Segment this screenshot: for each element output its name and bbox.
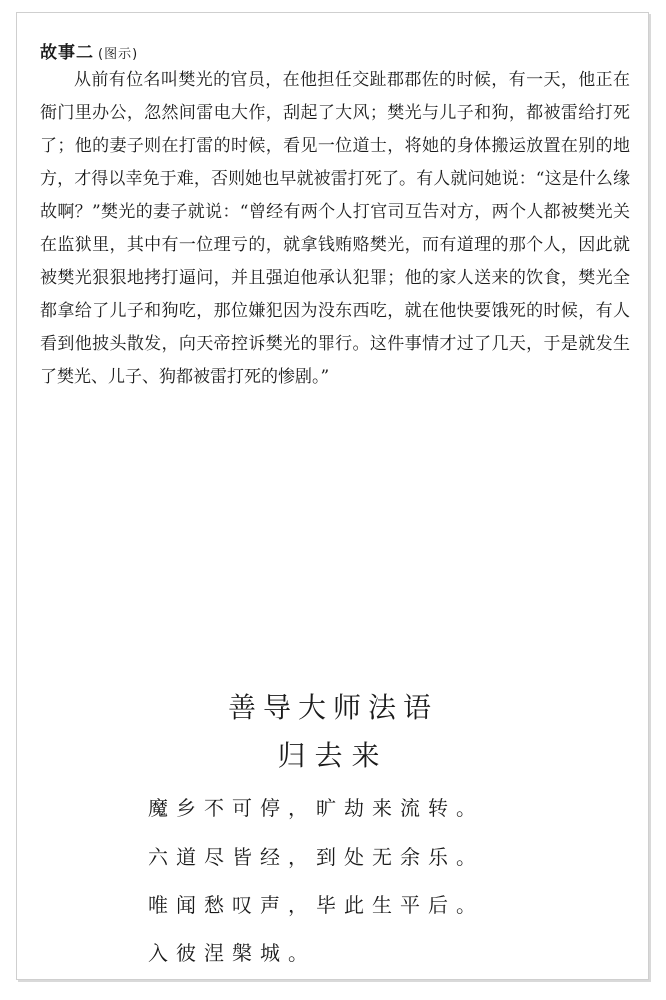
dharma-title: 善导大师法语 bbox=[227, 691, 438, 724]
verse-line: 入彼涅槃城。 bbox=[148, 941, 316, 965]
verse-line: 六道尽皆经，到处无余乐。 bbox=[148, 845, 484, 869]
story-heading bbox=[40, 38, 138, 63]
dharma-subtitle: 归去来 bbox=[277, 739, 389, 772]
story-heading-note: (图示) bbox=[98, 47, 139, 62]
story-body: 从前有位名叫樊光的官员，在他担任交趾郡郡佐的时候，有一天，他正在衙门里办公，忽然间雷电大作，刮起了大风；樊光与儿子和狗，都被雷给打死了；他的妻子则在打雷的时候，看见一位道士，将她的身体搬运放置在别的地方，才得以幸免于难，否则她也早就被雷打死了。有人就问她说：“这是什么缘故啊？”樊光的妻子就说：“曾经有两个人打官司互告对方，两个人都被樊光关在监狱里，其中有一位理亏的，就拿钱贿赂樊光，而有道理的那个人，因此就被樊光狠狠地拷打逼问，并且强迫他承认犯罪；他的家人送来的饮食，樊光全都拿给了儿子和狗吃，那位嫌犯因为没东西吃，就在他快要饿死的时候，有人看到他披头散发，向天帝控诉樊光的罪行。这件事情才过了几天，于是就发生了樊光、儿子、狗都被雷打死的惨剧。” bbox=[40, 70, 630, 387]
verse-line: 魔乡不可停，旷劫来流转。 bbox=[148, 796, 484, 820]
verse-line: 唯闻愁叹声，毕此生平后。 bbox=[148, 893, 484, 917]
story-heading-title: 故事二 bbox=[40, 43, 94, 63]
